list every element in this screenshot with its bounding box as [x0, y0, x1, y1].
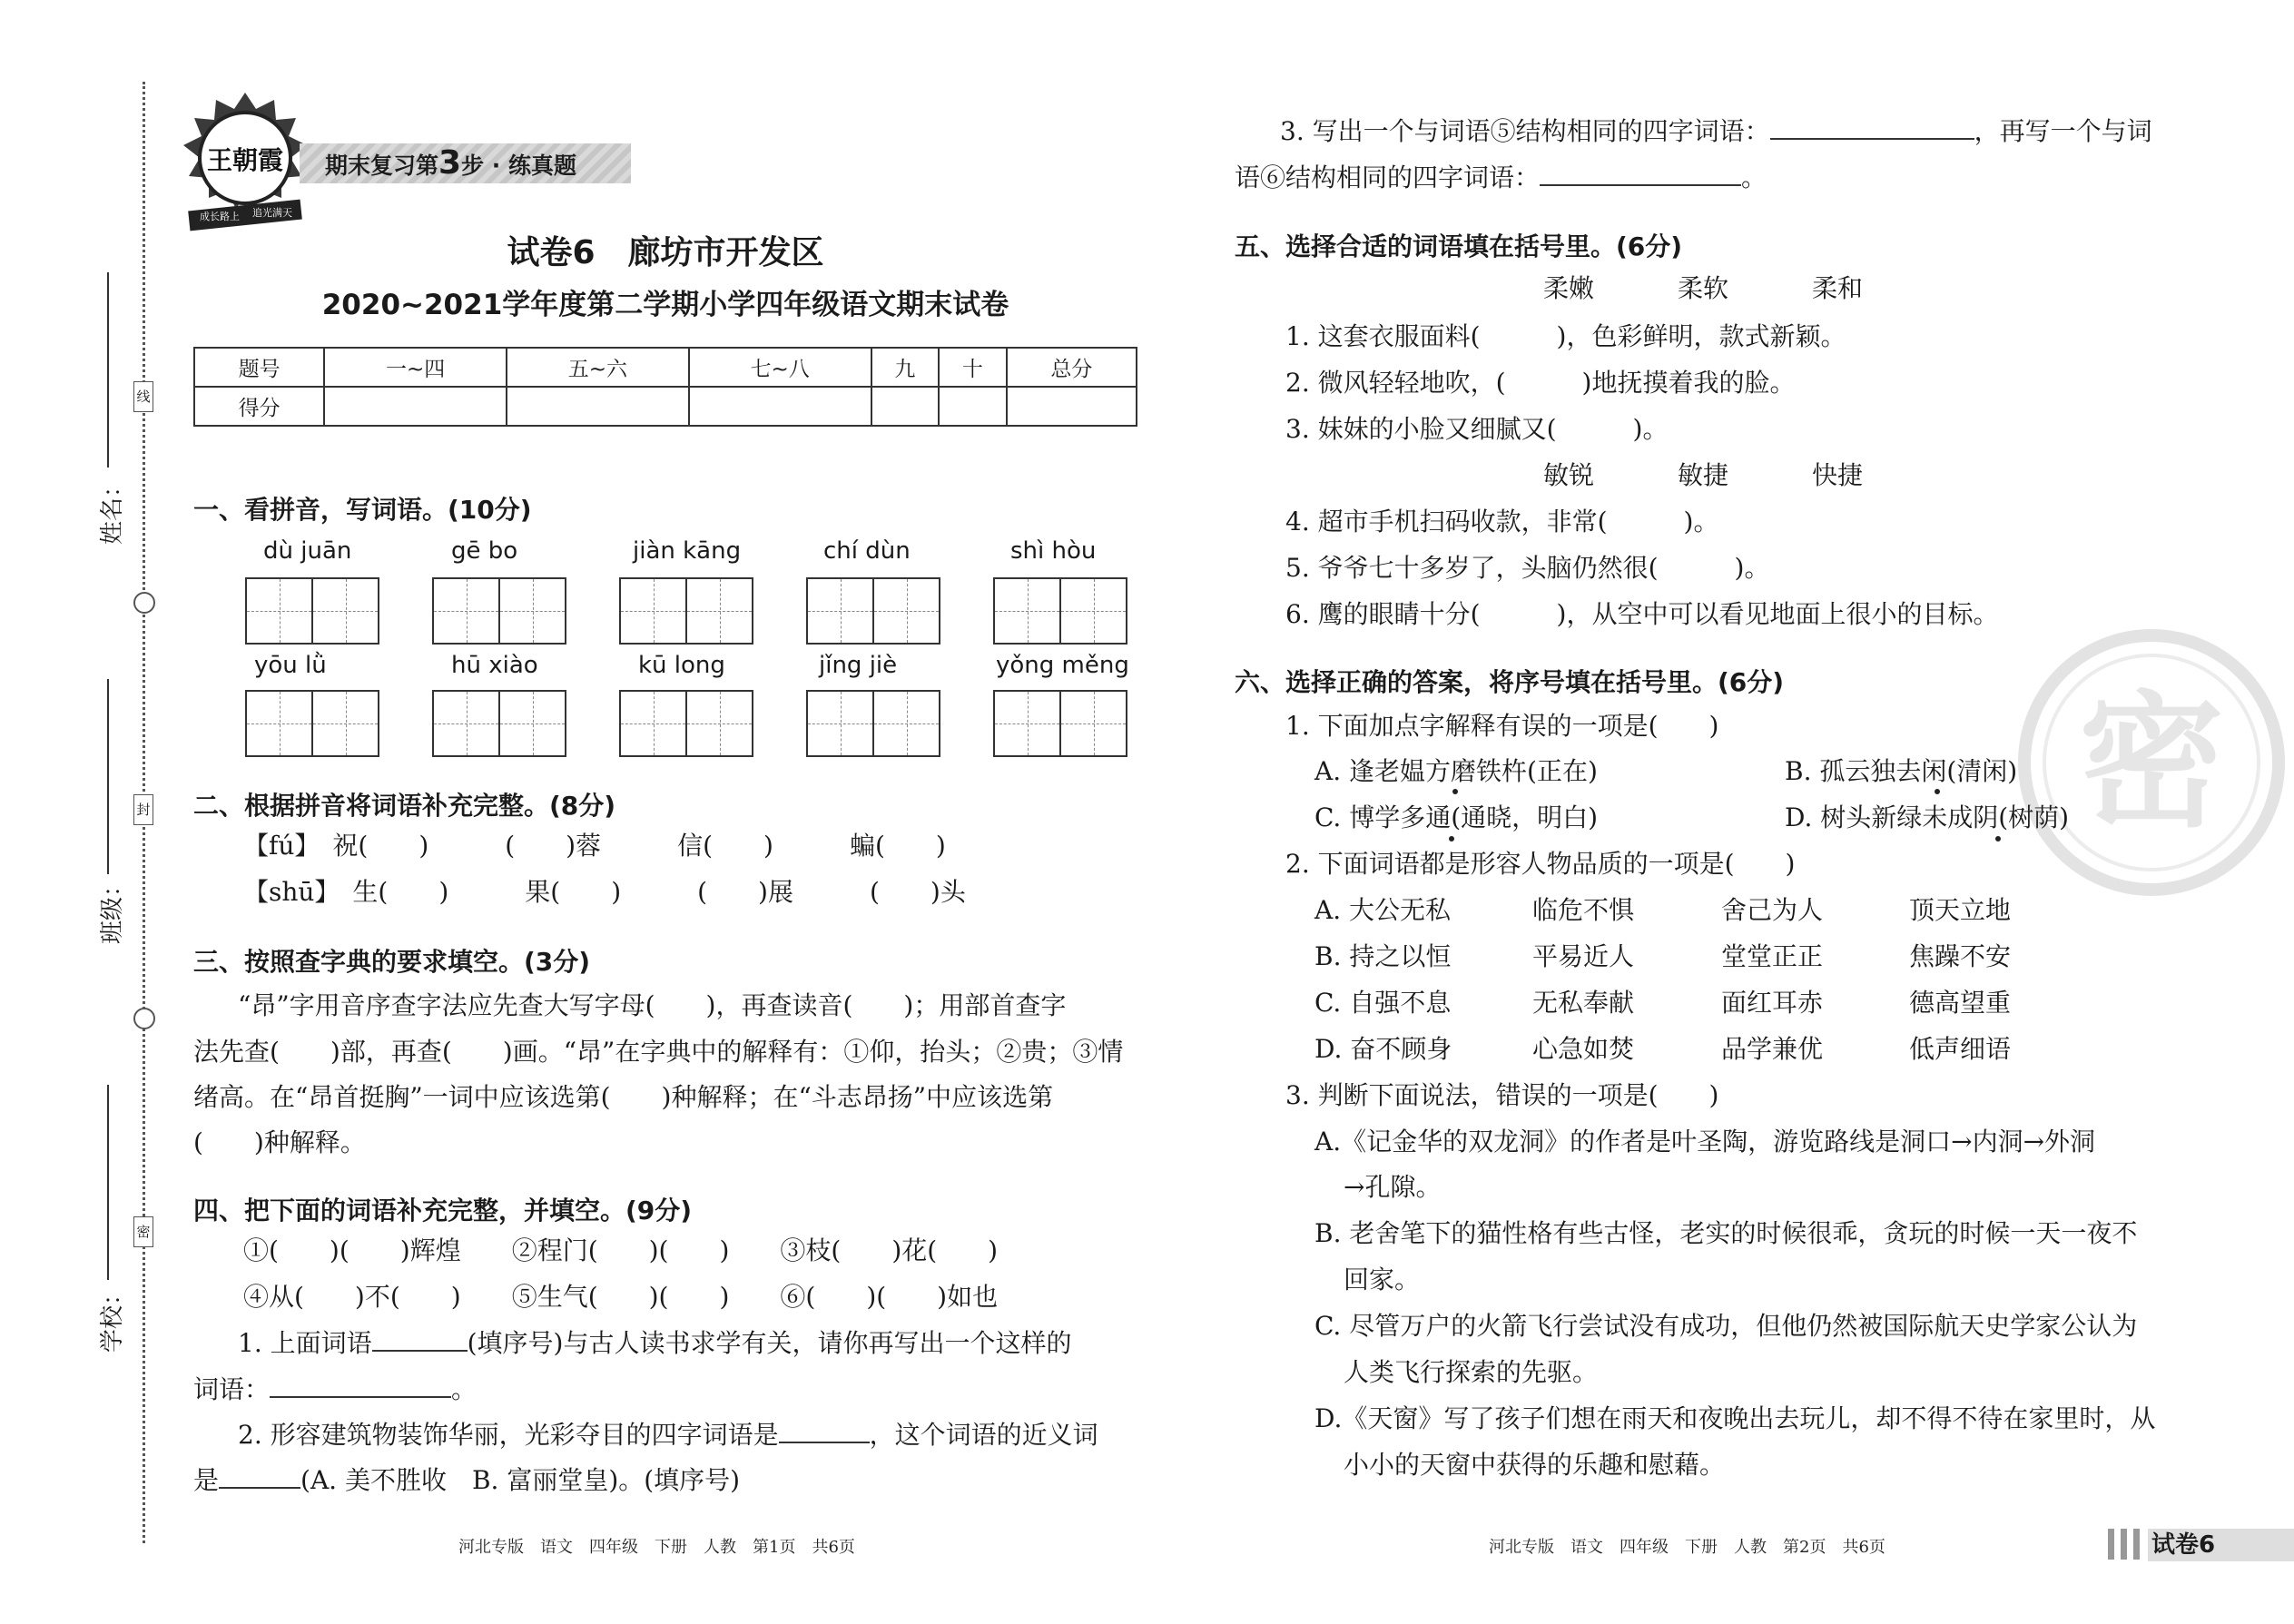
writing-grid[interactable]	[432, 577, 566, 645]
score-table	[193, 347, 1137, 427]
option: D. 树头新绿未成阴(树荫)	[1785, 802, 2070, 832]
section2-row: 【shū】 生( ) 果( ) ( )展 ( )头	[243, 877, 966, 907]
footer-left: 河北专版 语文 四年级 下册 人教 第1页 共6页	[458, 1538, 855, 1557]
score-cell[interactable]	[507, 387, 689, 426]
section2-row: 【fú】 祝( ) ( )蓉 信( ) 蝙( )	[243, 831, 946, 861]
q3-text: ，再写一个与词	[1974, 116, 2152, 146]
section4-q2-cont	[193, 1462, 740, 1499]
section4-q1	[238, 1325, 1071, 1362]
section4-heading: 四、把下面的词语补充完整，并填空。(9分)	[193, 1196, 693, 1225]
section1-heading: 一、看拼音，写词语。(10分)	[193, 495, 532, 525]
section3-line: “昂”字用音序查字法应先查大写字母( )，再查读音( )；用部首查字	[238, 990, 1067, 1020]
section4-q2	[238, 1417, 1098, 1453]
answer-blank[interactable]	[372, 1350, 468, 1352]
question: 3. 判断下面说法，错误的一项是( )	[1285, 1080, 1719, 1110]
emphasis-dot	[1995, 836, 2001, 842]
option-word: 品学兼优	[1721, 1034, 1824, 1064]
score-cell[interactable]	[871, 387, 940, 426]
pinyin: yōu lǜ	[254, 652, 327, 679]
answer-blank[interactable]	[270, 1396, 451, 1398]
pinyin: jǐng jiè	[819, 652, 898, 679]
score-cell[interactable]	[689, 387, 871, 426]
school-label: 学校：	[99, 1281, 126, 1353]
score-header-cell: 七~八	[689, 348, 871, 387]
exam-tab-label: 试卷6	[2151, 1531, 2216, 1559]
option-word: 无私奉献	[1532, 988, 1635, 1018]
answer-blank[interactable]	[1540, 184, 1741, 186]
score-header-cell: 五~六	[507, 348, 689, 387]
section3-line: 绪高。在“昂首挺胸”一词中应该选第( )种解释；在“斗志昂扬”中应该选第	[193, 1082, 1054, 1112]
option-word: 临危不惧	[1532, 895, 1635, 925]
class-field[interactable]	[107, 679, 109, 874]
option: 回家。	[1344, 1265, 1421, 1294]
option: 小小的天窗中获得的乐趣和慰藉。	[1344, 1450, 1726, 1480]
class-label: 班级：	[99, 872, 126, 944]
fill-sentence: 4. 超市手机扫码收款，非常( )。	[1285, 507, 1719, 536]
question: 2. 下面词语都是形容人物品质的一项是( )	[1285, 849, 1796, 879]
option: C. 尽管万户的火箭飞行尝试没有成功，但他仍然被国际航天史学家公认为	[1314, 1311, 2138, 1341]
footer-right: 河北专版 语文 四年级 下册 人教 第2页 共6页	[1489, 1538, 1885, 1557]
svg-text:密: 密	[2078, 677, 2225, 847]
section3-heading: 三、按照查字典的要求填空。(3分)	[193, 947, 591, 977]
name-label: 姓名：	[99, 473, 126, 545]
option: B. 老舍笔下的猫性格有些古怪，老实的时候很乖，贪玩的时候一天一夜不	[1314, 1218, 2138, 1248]
seal-char-xian: 线	[133, 381, 153, 412]
option: C. 博学多通(通晓，明白)	[1314, 802, 1599, 832]
option: A. 逢老媪方磨铁杵(正在)	[1314, 756, 1598, 786]
score-header-cell: 九	[871, 348, 940, 387]
option-word: A. 大公无私	[1314, 895, 1452, 925]
question: 1. 下面加点字解释有误的一项是( )	[1285, 711, 1719, 741]
emphasis-dot	[1449, 836, 1454, 842]
score-header-cell: 十	[939, 348, 1007, 387]
word-option: 快捷	[1812, 460, 1864, 490]
q2-text: 是	[193, 1465, 220, 1495]
option-word: D. 奋不顾身	[1314, 1034, 1452, 1064]
school-field[interactable]	[107, 1085, 109, 1280]
writing-grid[interactable]	[993, 577, 1127, 645]
score-cell[interactable]	[324, 387, 507, 426]
answer-blank[interactable]	[219, 1487, 300, 1489]
writing-grid[interactable]	[806, 577, 940, 645]
fill-sentence: 6. 鹰的眼睛十分( )，从空中可以看见地面上很小的目标。	[1285, 599, 1999, 629]
section3-line: ( )种解释。	[193, 1127, 366, 1157]
score-row-label: 得分	[194, 387, 324, 426]
option-word: 焦躁不安	[1909, 941, 2012, 971]
emphasis-dot	[1452, 789, 1458, 794]
section4-row: ①( )( )辉煌 ②程门( )( ) ③枝( )花( )	[243, 1235, 999, 1265]
option-word: C. 自强不息	[1314, 988, 1452, 1018]
fill-sentence: 3. 妹妹的小脸又细腻又( )。	[1285, 414, 1669, 444]
seal-char-mi: 密	[133, 1216, 153, 1247]
option-word: 顶天立地	[1909, 895, 2012, 925]
option-word: 德高望重	[1909, 988, 2012, 1018]
q2-text: ，这个词语的近义词	[869, 1420, 1098, 1450]
svg-text:王朝霞: 王朝霞	[206, 145, 284, 175]
binding-hole	[133, 592, 155, 614]
answer-blank[interactable]	[779, 1442, 870, 1443]
fill-sentence: 1. 这套衣服面料( )，色彩鲜明，款式新颖。	[1285, 321, 1846, 351]
word-option: 柔嫩	[1543, 273, 1595, 303]
svg-text:追光满天: 追光满天	[252, 207, 292, 219]
secret-stamp	[2015, 626, 2288, 899]
writing-grid[interactable]	[806, 690, 940, 757]
writing-grid[interactable]	[619, 690, 753, 757]
emphasis-dot	[1935, 789, 1940, 794]
pinyin: kū long	[638, 652, 725, 679]
name-field[interactable]	[107, 272, 109, 468]
pinyin: hū xiào	[451, 652, 538, 679]
section3-line: 法先查( )部，再查( )画。“昂”在字典中的解释有：①仰，抬头；②贵；③情	[193, 1037, 1124, 1067]
exam-tab-pattern	[2108, 1529, 2146, 1560]
pinyin: shì hòu	[1010, 537, 1097, 565]
pinyin: yǒng měng	[996, 652, 1129, 679]
q3-text: 语⑥结构相同的四字词语：	[1235, 162, 1541, 192]
writing-grid[interactable]	[245, 577, 379, 645]
answer-blank[interactable]	[1770, 138, 1974, 140]
score-header-cell: 总分	[1007, 348, 1137, 387]
option-word: 心急如焚	[1532, 1034, 1635, 1064]
page-title: 试卷6 廊坊市开发区	[507, 234, 824, 271]
section4-q3-cont	[1235, 160, 1767, 196]
pinyin: jiàn kāng	[633, 537, 742, 565]
logo-badge	[172, 89, 318, 234]
step-banner-text: 期末复习第3步 · 练真题	[325, 144, 576, 182]
word-option: 敏锐	[1543, 460, 1595, 490]
option-word: 面红耳赤	[1721, 988, 1824, 1018]
score-row	[194, 387, 1137, 426]
binding-hole	[133, 1008, 155, 1029]
word-option: 敏捷	[1678, 460, 1729, 490]
section4-q3	[1280, 113, 2152, 150]
pinyin: dù juān	[263, 537, 352, 565]
section4-q1-cont	[193, 1372, 477, 1408]
option: →孔隙。	[1344, 1172, 1442, 1202]
option: A.《记金华的双龙洞》的作者是叶圣陶，游览路线是洞口→内洞→外洞	[1314, 1127, 2096, 1156]
word-option: 柔和	[1812, 273, 1864, 303]
q1-text: 。	[451, 1374, 478, 1404]
q3-text: 3. 写出一个与词语⑤结构相同的四字词语：	[1280, 116, 1770, 146]
writing-grid[interactable]	[619, 577, 753, 645]
pinyin: chí dùn	[823, 537, 911, 565]
option-word: 舍己为人	[1721, 895, 1824, 925]
svg-text:成长路上: 成长路上	[200, 211, 240, 222]
option-word: B. 持之以恒	[1314, 941, 1452, 971]
option: D.《天窗》写了孩子们想在雨天和夜晚出去玩儿，却不得不待在家里时，从	[1314, 1403, 2156, 1433]
option: 人类飞行探索的先驱。	[1344, 1357, 1599, 1387]
q2-text: (A. 美不胜收 B. 富丽堂皇)。(填序号)	[300, 1465, 741, 1495]
option-word: 堂堂正正	[1721, 941, 1824, 971]
seal-char-feng: 封	[133, 794, 153, 825]
section2-heading: 二、根据拼音将词语补充完整。(8分)	[193, 791, 616, 821]
score-cell[interactable]	[1007, 387, 1137, 426]
option-word: 低声细语	[1909, 1034, 2012, 1064]
score-header-row	[194, 348, 1137, 387]
q3-text: 。	[1741, 162, 1767, 192]
section6-heading: 六、选择正确的答案，将序号填在括号里。(6分)	[1235, 667, 1785, 697]
word-option: 柔软	[1678, 273, 1729, 303]
q1-text: 词语：	[193, 1374, 271, 1404]
pinyin: gē bo	[451, 537, 518, 565]
writing-grid[interactable]	[245, 690, 379, 757]
writing-grid[interactable]	[993, 690, 1127, 757]
q2-text: 2. 形容建筑物装饰华丽，光彩夺目的四字词语是	[238, 1420, 779, 1450]
page-subtitle: 2020~2021学年度第二学期小学四年级语文期末试卷	[321, 289, 1009, 321]
option: B. 孤云独去闲(清闲)	[1785, 756, 2018, 786]
writing-grid[interactable]	[432, 690, 566, 757]
section4-row: ④从( )不( ) ⑤生气( )( ) ⑥( )( )如也	[243, 1282, 999, 1312]
score-header-cell: 题号	[194, 348, 324, 387]
score-header-cell: 一~四	[324, 348, 507, 387]
fill-sentence: 2. 微风轻轻地吹，( )地抚摸着我的脸。	[1285, 368, 1796, 398]
q1-text: 1. 上面词语	[238, 1328, 372, 1358]
section5-heading: 五、选择合适的词语填在括号里。(6分)	[1235, 231, 1683, 261]
q1-text: (填序号)与古人读书求学有关，请你再写出一个这样的	[467, 1328, 1072, 1358]
option-word: 平易近人	[1532, 941, 1635, 971]
fill-sentence: 5. 爷爷七十多岁了，头脑仍然很( )。	[1285, 553, 1770, 583]
score-cell[interactable]	[939, 387, 1007, 426]
